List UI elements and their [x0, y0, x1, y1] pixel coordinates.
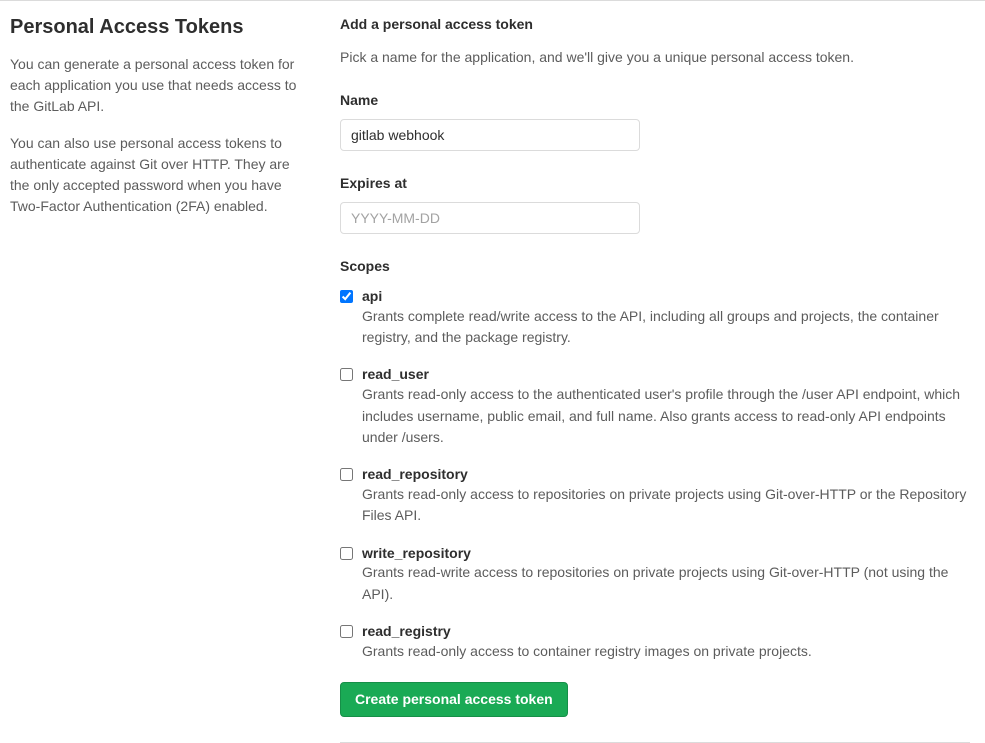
scope-checkbox-write-repository[interactable]: [340, 547, 353, 560]
scope-row-api: [340, 287, 970, 348]
token-form-column: [310, 14, 985, 743]
expires-field-group: [340, 173, 970, 234]
scope-row-read-registry: [340, 622, 970, 662]
description-paragraph-2: You can also use personal access tokens to authenticate against Git over HTTP. They are the only accepted password when you have Two-Factor Authentication (2FA) enabled.: [10, 135, 290, 214]
expires-at-label: Expires at: [340, 175, 407, 191]
scope-name-write-repository: write_repository: [362, 544, 471, 561]
scope-name-read-user: read_user: [362, 366, 429, 383]
scope-checkbox-api[interactable]: [340, 290, 353, 303]
scope-description-read-registry: Grants read-only access to container registry images on private projects.: [362, 642, 812, 659]
create-personal-access-token-button[interactable]: Create personal access token: [340, 682, 568, 717]
description-paragraph-1: You can generate a personal access token for each application you use that needs access to the GitLab API.: [10, 56, 297, 114]
scope-checkbox-read-registry[interactable]: [340, 625, 353, 638]
page-title: Personal Access Tokens: [10, 16, 244, 38]
token-name-input[interactable]: [340, 119, 640, 151]
name-label: Name: [340, 92, 379, 108]
scopes-label: Scopes: [340, 258, 390, 274]
scope-row-read-repository: [340, 465, 970, 526]
scope-name-api: api: [362, 288, 383, 304]
scope-checkbox-read-user[interactable]: [340, 368, 353, 381]
top-divider: [0, 0, 985, 1]
form-heading: Add a personal access token: [340, 16, 533, 32]
scope-description-read-repository: Grants read-only access to repositories on private projects using Git-over-HTTP or the Repository Files API.: [362, 486, 967, 524]
scope-description-write-repository: Grants read-write access to repositories on private projects using Git-over-HTTP (not using the API).: [362, 564, 949, 602]
scope-description-api: Grants complete read/write access to the API, including all groups and projects, the container registry, and the package registry.: [362, 307, 939, 346]
settings-description-column: [0, 14, 310, 743]
form-subheading: Pick a name for the application, and we'll give you a unique personal access token.: [340, 49, 854, 65]
scope-row-write-repository: [340, 544, 970, 605]
name-field-group: [340, 90, 970, 151]
scopes-group: [340, 256, 970, 662]
scope-checkbox-read-repository[interactable]: [340, 468, 353, 481]
scope-description-read-user: Grants read-only access to the authenticated user's profile through the /user API endpoint, which includes username, public email, and full name. Also grants access to read-only API endpoints under /users.: [362, 386, 961, 445]
scope-name-read-registry: read_registry: [362, 622, 451, 639]
scope-name-read-repository: read_repository: [362, 466, 468, 483]
scope-row-read-user: [340, 365, 970, 448]
expires-at-input[interactable]: [340, 202, 640, 234]
